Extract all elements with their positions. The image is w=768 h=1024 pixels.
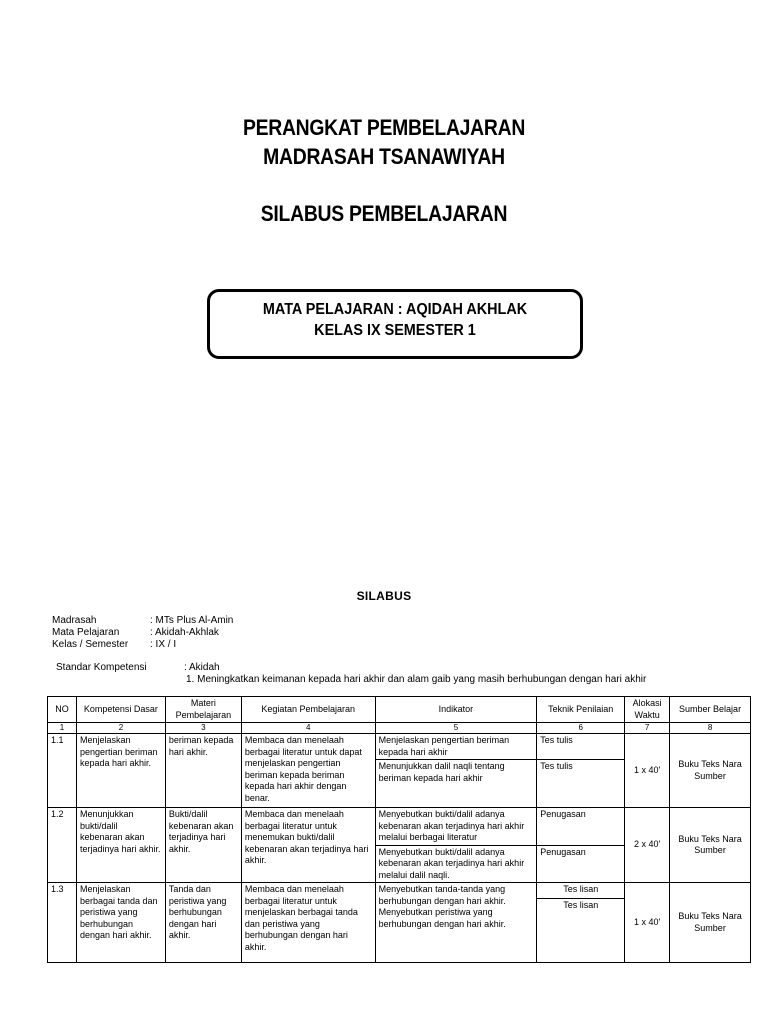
cell-kegiatan: Membaca dan menelaah berbagai literatur untuk dapat menjelaskan pengertian beriman kepada beriman kepada hari akhir dengan benar.: [241, 734, 375, 808]
silabus-heading: SILABUS: [356, 589, 412, 603]
column-number: 6: [537, 723, 625, 734]
cell-no: 1.1: [48, 734, 77, 808]
standar-kompetensi: [56, 662, 647, 685]
cell-waktu: 1 x 40': [625, 734, 670, 808]
header-cell: Materi Pembelajaran: [165, 697, 241, 723]
title-line-3: SILABUS PEMBELAJARAN: [260, 201, 508, 226]
column-number: 8: [670, 723, 751, 734]
meta-label: Kelas / Semester: [52, 639, 129, 650]
meta-info: [52, 615, 233, 651]
cell-teknik: Tes lisan: [537, 883, 625, 899]
column-number: 7: [625, 723, 670, 734]
meta-row: [52, 615, 233, 627]
cell-indikator: Menyebutkan tanda-tanda yang berhubungan dengan hari akhir. Menyebutkan peristiwa yang berhubungan dengan hari akhir.: [375, 883, 537, 963]
cell-sumber: Buku Teks Nara Sumber: [670, 808, 751, 883]
cell-kd: Menjelaskan pengertian beriman kepada hari akhir.: [76, 734, 165, 808]
meta-row: [52, 639, 233, 651]
column-number: 1: [48, 723, 77, 734]
table-header-row: [48, 697, 751, 723]
title-line-1: PERANGKAT PEMBELAJARAN: [242, 115, 526, 140]
cell-materi: Tanda dan peristiwa yang berhubungan dengan hari akhir.: [165, 883, 241, 963]
cell-sumber: Buku Teks Nara Sumber: [670, 734, 751, 808]
cell-indikator: Menunjukkan dalil naqli tentang beriman kepada hari akhir: [375, 760, 537, 808]
meta-value: : MTs Plus Al-Amin: [150, 615, 234, 626]
subject-line-1: MATA PELAJARAN : AQIDAH AKHLAK: [262, 301, 528, 318]
cell-teknik: Tes lisan: [537, 899, 625, 963]
subject-box: [207, 289, 583, 359]
document-title: [0, 113, 768, 228]
table-row: [48, 883, 751, 899]
meta-row: [52, 627, 233, 639]
cell-teknik: Tes tulis: [537, 734, 625, 760]
header-cell: Kompetensi Dasar: [76, 697, 165, 723]
table-row: [48, 734, 751, 760]
title-line-2: MADRASAH TSANAWIYAH: [263, 144, 505, 169]
sk-value: : Akidah: [184, 662, 220, 673]
header-cell: Indikator: [375, 697, 537, 723]
header-cell: Teknik Penilaian: [537, 697, 625, 723]
meta-value: : Akidah-Akhlak: [150, 627, 219, 638]
meta-label: Mata Pelajaran: [52, 627, 120, 638]
cell-materi: beriman kepada hari akhir.: [165, 734, 241, 808]
sk-description: 1. Meningkatkan keimanan kepada hari akhir dan alam gaib yang masih berhubungan dengan hari akhir: [186, 674, 647, 685]
cell-indikator: Menyebutkan bukti/dalil adanya kebenaran akan terjadinya hari akhir melalui dalil naqli.: [375, 845, 537, 883]
column-number: 2: [76, 723, 165, 734]
header-cell: NO: [48, 697, 77, 723]
table-row: [48, 808, 751, 846]
cell-indikator: Menyebutkan bukti/dalil adanya kebenaran akan terjadinya hari akhir melalui berbagai literatur: [375, 808, 537, 846]
cell-waktu: 1 x 40': [625, 883, 670, 963]
sk-label: Standar Kompetensi: [56, 662, 147, 673]
silabus-table: [47, 696, 751, 963]
cell-no: 1.3: [48, 883, 77, 963]
column-number: 4: [241, 723, 375, 734]
cell-kd: Menjelaskan berbagai tanda dan peristiwa yang berhubungan dengan hari akhir.: [76, 883, 165, 963]
cell-sumber: Buku Teks Nara Sumber: [670, 883, 751, 963]
cell-teknik: Tes tulis: [537, 760, 625, 808]
header-cell: Sumber Belajar: [670, 697, 751, 723]
cell-kegiatan: Membaca dan menelaah berbagai literatur untuk menemukan bukti/dalil kebenaran akan terjadinya hari akhir.: [241, 808, 375, 883]
meta-label: Madrasah: [52, 615, 97, 626]
cell-materi: Bukti/dalil kebenaran akan terjadinya hari akhir.: [165, 808, 241, 883]
cell-teknik: Penugasan: [537, 808, 625, 846]
meta-value: : IX / I: [150, 639, 177, 650]
cell-no: 1.2: [48, 808, 77, 883]
column-number: 3: [165, 723, 241, 734]
header-cell: Alokasi Waktu: [625, 697, 670, 723]
cell-kegiatan: Membaca dan menelaah berbagai literatur untuk menjelaskan berbagai tanda dan peristiwa yang berhubungan dengan hari akhir.: [241, 883, 375, 963]
header-cell: Kegiatan Pembelajaran: [241, 697, 375, 723]
column-number-row: [48, 723, 751, 734]
cell-waktu: 2 x 40': [625, 808, 670, 883]
cell-teknik: Penugasan: [537, 845, 625, 883]
subject-line-2: KELAS IX SEMESTER 1: [314, 322, 476, 339]
cell-indikator: Menjelaskan pengertian beriman kepada hari akhir: [375, 734, 537, 760]
column-number: 5: [375, 723, 537, 734]
cell-kd: Menunjukkan bukti/dalil kebenaran akan terjadinya hari akhir.: [76, 808, 165, 883]
